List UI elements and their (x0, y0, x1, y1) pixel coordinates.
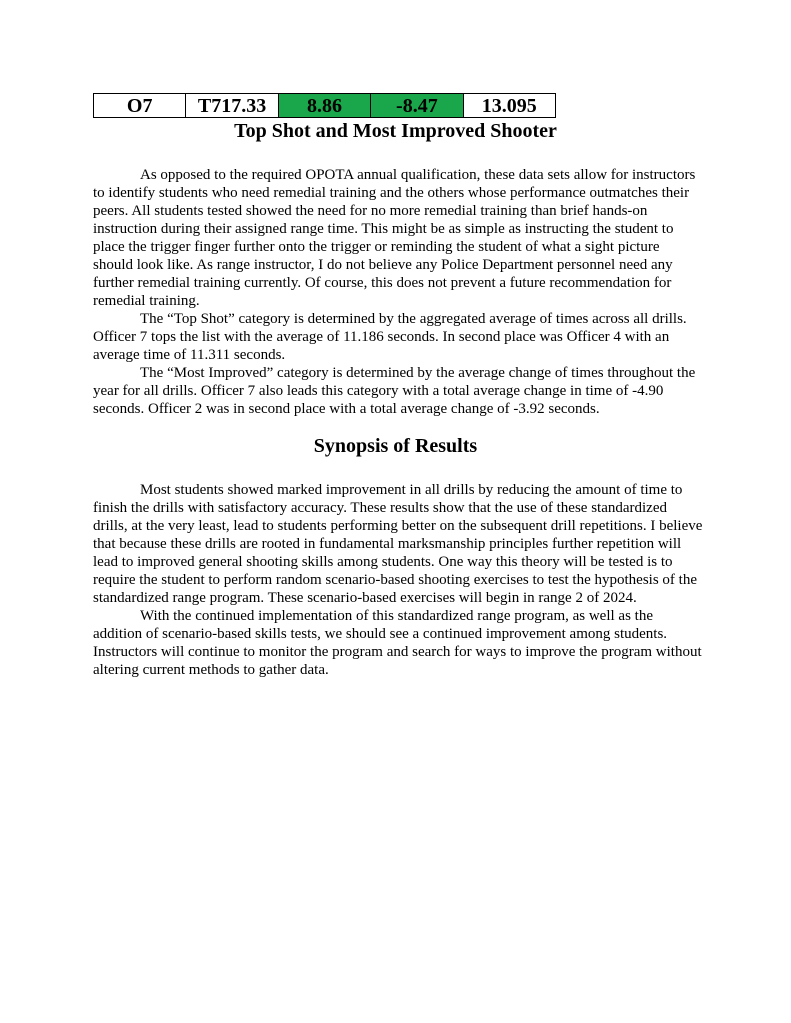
paragraph-most-improved: The “Most Improved” category is determined by the average change of times throughout the year for all drills. Officer 7 also leads this category with a total average change in time of -4.90 seconds. Officer 2 was in second place with a total average change of -3.92 seconds. (93, 365, 696, 417)
table-cell-total: T717.33 (186, 94, 278, 118)
synopsis-heading: Synopsis of Results (313, 435, 478, 457)
paragraph-results: Most students showed marked improvement in all drills by reducing the amount of time to finish the drills with satisfactory accuracy. These results show that the use of these standardized drills, at the very least, lead to students performing better on the subsequent drill repetitions. I believe that because these drills are rooted in fundamental marksmanship principles further repetition will lead to improved general shooting skills among students. One way this theory will be tested is to require the student to perform random scenario-based shooting exercises to test the hypothesis of the standardized range program. These scenario-based exercises will begin in range 2 of 2024. (93, 482, 703, 606)
table-cell-change-highlight: -8.47 (371, 94, 463, 118)
paragraph-top-shot: The “Top Shot” category is determined by the aggregated average of times across all drills. Officer 7 tops the list with the average of 11.186 seconds. In second place was Officer 4 with an average time of 11.311 seconds. (93, 311, 687, 363)
top-shot-section (93, 166, 703, 418)
table-cell-officer: O7 (94, 94, 186, 118)
table-cell-value-highlight: 8.86 (278, 94, 370, 118)
officer-times-table (93, 93, 556, 118)
top-shot-heading: Top Shot and Most Improved Shooter (234, 120, 557, 142)
paragraph-conclusion: With the continued implementation of this standardized range program, as well as the addition of scenario-based skills tests, we should see a continued improvement among students. Instructors will continue to monitor the program and search for ways to improve the program without altering current methods to gather data. (93, 608, 702, 678)
synopsis-section (93, 481, 703, 679)
paragraph-opota: As opposed to the required OPOTA annual qualification, these data sets allow for instructors to identify students who need remedial training and the others whose performance outmatches their peers. All students tested showed the need for no more remedial training than brief hands-on instruction during their assigned range time. This might be as simple as instructing the student to place the trigger finger further onto the trigger or reminding the student of what a sight picture should look like. As range instructor, I do not believe any Police Department personnel need any further remedial training currently. Of course, this does not prevent a future recommendation for remedial training. (93, 167, 696, 309)
table-cell-average: 13.095 (463, 94, 555, 118)
table-row (94, 94, 556, 118)
